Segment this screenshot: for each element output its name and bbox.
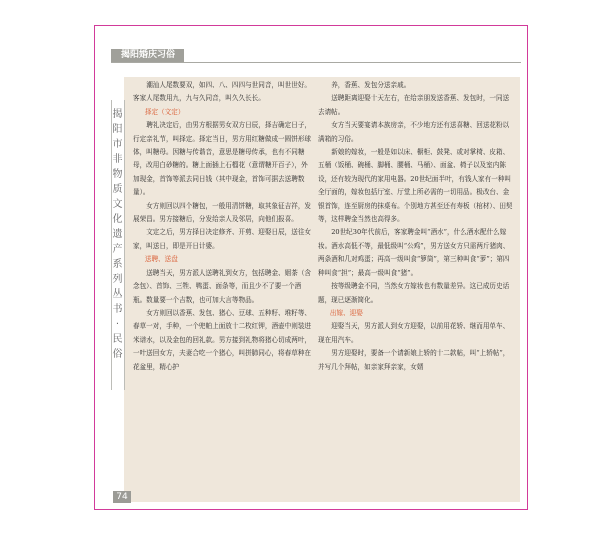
paragraph: 送聘当天，男方派人送聘礼到女方，包括聘金、姻茶（含念包）、首饰、三牲、鸭蛋、面条等，而且少不了要一个酒瓶。数量要一个吉数，也可加大言等物品。 [133,268,312,304]
series-title-char: 系 [112,259,123,270]
series-title-char: 列 [112,274,123,285]
header-rule [111,62,521,63]
page-number: 74 [116,492,128,502]
series-title-char: 揭 [112,109,123,120]
series-title-char: 遗 [112,229,123,240]
paragraph: 女方则回以四个糖包，一般用清饼糖，取其象征吉祥，发展荣昌。男方接糖后，分发给亲人及邻居，向他们报喜。 [133,201,312,224]
paragraph: 文定之后，男方择日决定修齐、开剪、迎娶日辰，送往女家，叫送日，即是开日计婆。 [133,228,312,250]
series-title-char: 阳 [112,124,123,135]
right-text-column [318,79,514,374]
series-title-char: 俗 [112,349,123,360]
paragraph: 女方则回以香蕉、发包、猪心、豆球、五种籽、堆籽等、春草一对，手种，一个兜帕上面放十二枚红钾，酒壶中则装进米谱水，以及金包的回礼款。男方接到礼物将猪心切成两叶，一叶送回女方，夫妻合吃一个猪心，叫拼肺同心，将春草种在花盆里，精心护 [133,308,312,371]
paragraph: 养，香蕉、发包分送亲戚。 [331,81,411,89]
paragraph: 20世纪30年代前后，客家聘金叫“酒水”，什么酒水配什么嫁妆。酒水高低不等，最低级叫“公鸡”，男方送女方只需两斤猪肉、两条酒和几对鸡蛋；再高一级叫食“箩筒”，第三种叫食“萝”；第四种叫食“担”；最高一级叫食“猪”。 [318,228,510,277]
series-title-char: 质 [112,184,123,195]
trim-line-right [527,25,528,510]
trim-line-bottom [94,509,528,510]
series-title-char: 化 [112,214,123,225]
series-title-char: 物 [112,169,123,180]
paragraph: 送聘距离迎娶十天左右，在给亲朋发送香蕉、发包时，一同送去请帖。 [318,94,510,116]
series-title-char: 市 [112,139,123,150]
series-title-char: · [115,319,120,330]
series-title-char: 产 [112,244,123,255]
series-title-vertical [112,107,123,362]
section-heading: 送聘、送盘 [144,255,178,264]
series-title-char: 书 [112,304,123,315]
paragraph: 男方迎娶时，要备一个请新娘上轿的十二款帖，叫“上轿帖”，并写几个拜帖，如亲家拜亲家，女婿 [318,349,510,371]
paragraph: 新娘的嫁妆，一般是如以床、橱柜、鼓凳、或对掌椅、皮箱、五桶（饭桶、碗桶、脚桶、腰桶、马桶）、面盆、椅子以及室内陈设，还有较为现代的家用电器。20世纪面半叶，有钱人家有一种叫全厅面的，嫁妆包括厅室、厅堂上所必需的一切用品。极改台、金银首饰，连至厨房的抹桌布。个别地方甚至还有寿板（棺材）、田契等，这样聘金当然也高得多。 [318,148,513,224]
paragraph: 女方当天要宴请本族房亲，不少地方还有送喜糖、回送花粉以满箱的习俗。 [318,121,510,143]
series-title-char: 民 [112,334,123,345]
series-title-char: 丛 [112,289,123,300]
paragraph: 迎娶当天，男方派人到女方迎娶，以前用花轿、继而用单车、现在用汽车。 [318,322,510,344]
chapter-title: 揭阳婚庆习俗 [120,50,175,60]
paragraph: 聘礼决定后，由男方根据男女双方日辰，择吉确定日子，行定亲礼节，叫择定。择定当日，男方用红糖做成一圆饼形球体，叫糖母。因糖与传谐音，意思是糖母传承，也有不同糖母，改用白砂糖的。糖上面插上石榴花（意谓糖开百子），外加现金，首饰等派去同日钱（其中现金，首饰可据去送聘数量）。 [133,121,312,197]
trim-line-top [94,25,528,26]
left-text-column [133,79,313,374]
paragraph: 按等级聘金不同，当然女方嫁妆也有数量差异。这已成历史话题，现已逐渐简化。 [318,282,510,304]
series-title-char: 非 [112,154,123,165]
section-heading: 择定（文定） [144,107,185,116]
series-title-char: 文 [112,199,123,210]
section-heading: 出嫁、迎娶 [329,308,363,317]
trim-line-left [94,25,95,510]
paragraph: 潮汕人尾数要双，如四、八、四四与世同音，叫世世好。客家人尾数用九，九与久同音，叫久久长长。 [133,81,312,103]
